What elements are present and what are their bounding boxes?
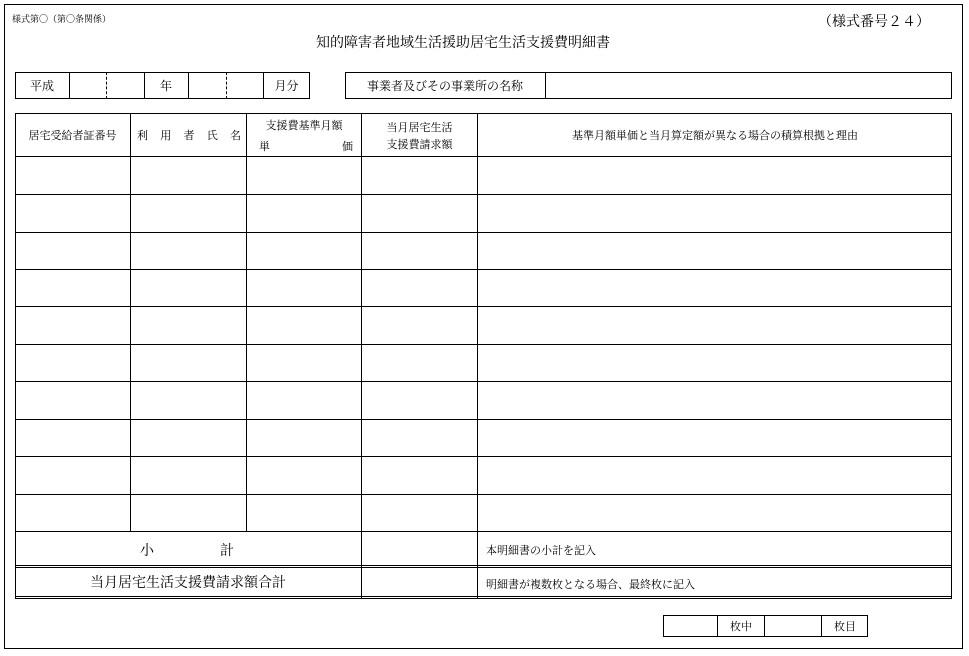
claim-amount-cell[interactable] [362, 345, 477, 381]
unit-price-cell[interactable] [247, 457, 361, 494]
claim-amount-cell[interactable] [362, 233, 477, 269]
provider-label: 事業者及びその事業所の名称 [366, 79, 523, 93]
document-title: 知的障害者地域生活援助居宅生活支援費明細書 [316, 35, 610, 51]
claim-amount-cell[interactable] [362, 420, 477, 456]
recipient-id-cell[interactable] [16, 270, 130, 306]
unit-price-cell[interactable] [247, 195, 361, 232]
reason-cell[interactable] [478, 233, 952, 269]
recipient-id-cell[interactable] [16, 157, 130, 194]
claim-amount-cell[interactable] [362, 495, 477, 531]
user-name-cell[interactable] [131, 495, 246, 531]
recipient-id-cell[interactable] [16, 307, 130, 344]
reason-cell[interactable] [478, 457, 952, 494]
unit-price-cell[interactable] [247, 495, 361, 531]
unit-price-cell[interactable] [247, 233, 361, 269]
header-user-name: 利 用 者 氏 名 [137, 128, 241, 142]
reason-cell[interactable] [478, 195, 952, 232]
claim-amount-cell[interactable] [362, 195, 477, 232]
recipient-id-cell[interactable] [16, 420, 130, 456]
unit-price-cell[interactable] [247, 382, 361, 419]
subtotal-amount-field[interactable] [362, 532, 477, 565]
user-name-cell[interactable] [131, 457, 246, 494]
year-label: 年 [159, 79, 172, 93]
user-name-cell[interactable] [131, 420, 246, 456]
unit-price-cell[interactable] [247, 307, 361, 344]
header-claim-amount: 当月居宅生活 支援費請求額 [386, 121, 453, 151]
claim-amount-cell[interactable] [362, 382, 477, 419]
claim-amount-cell[interactable] [362, 307, 477, 344]
sheet-total-field[interactable] [664, 615, 717, 637]
user-name-cell[interactable] [131, 270, 246, 306]
user-name-cell[interactable] [131, 233, 246, 269]
recipient-id-cell[interactable] [16, 195, 130, 232]
user-name-cell[interactable] [131, 195, 246, 232]
total-amount-field[interactable] [362, 568, 477, 596]
reason-cell[interactable] [478, 345, 952, 381]
header-unit-price: 支援費基準月額 単 価 [259, 119, 353, 153]
unit-price-cell[interactable] [247, 157, 361, 194]
sheet-current-field[interactable] [765, 615, 821, 637]
user-name-cell[interactable] [131, 157, 246, 194]
reason-cell[interactable] [478, 495, 952, 531]
claim-amount-cell[interactable] [362, 157, 477, 194]
reason-cell[interactable] [478, 420, 952, 456]
user-name-cell[interactable] [131, 307, 246, 344]
reason-cell[interactable] [478, 382, 952, 419]
unit-price-cell[interactable] [247, 270, 361, 306]
recipient-id-cell[interactable] [16, 345, 130, 381]
subtotal-label-a: 小 [140, 543, 154, 559]
user-name-cell[interactable] [131, 382, 246, 419]
era-year-field[interactable] [70, 72, 144, 99]
claim-amount-cell[interactable] [362, 457, 477, 494]
recipient-id-cell[interactable] [16, 233, 130, 269]
recipient-id-cell[interactable] [16, 495, 130, 531]
header-recipient-id: 居宅受給者証番号 [28, 128, 117, 142]
reason-cell[interactable] [478, 307, 952, 344]
total-label: 当月居宅生活支援費請求額合計 [90, 575, 286, 591]
unit-price-cell[interactable] [247, 420, 361, 456]
provider-name-field[interactable] [546, 72, 952, 99]
reason-cell[interactable] [478, 270, 952, 306]
user-name-cell[interactable] [131, 345, 246, 381]
reason-cell[interactable] [478, 157, 952, 194]
form-note: 様式第〇（第〇条関係） [12, 15, 112, 25]
recipient-id-cell[interactable] [16, 382, 130, 419]
claim-amount-cell[interactable] [362, 270, 477, 306]
month-field[interactable] [189, 72, 263, 99]
header-reason: 基準月額単価と当月算定額が異なる場合の積算根拠と理由 [572, 128, 858, 142]
subtotal-note: 本明細書の小計を記入 [486, 544, 596, 557]
subtotal-label-b: 計 [220, 543, 234, 559]
form-number: （様式番号２４） [818, 14, 930, 30]
total-note: 明細書が複数枚となる場合、最終枚に記入 [486, 578, 695, 591]
era-label: 平成 [29, 79, 54, 93]
sheet-total-label: 枚中 [730, 620, 752, 633]
month-label: 月分 [274, 79, 299, 93]
recipient-id-cell[interactable] [16, 457, 130, 494]
sheet-current-label: 枚目 [834, 620, 856, 633]
unit-price-cell[interactable] [247, 345, 361, 381]
